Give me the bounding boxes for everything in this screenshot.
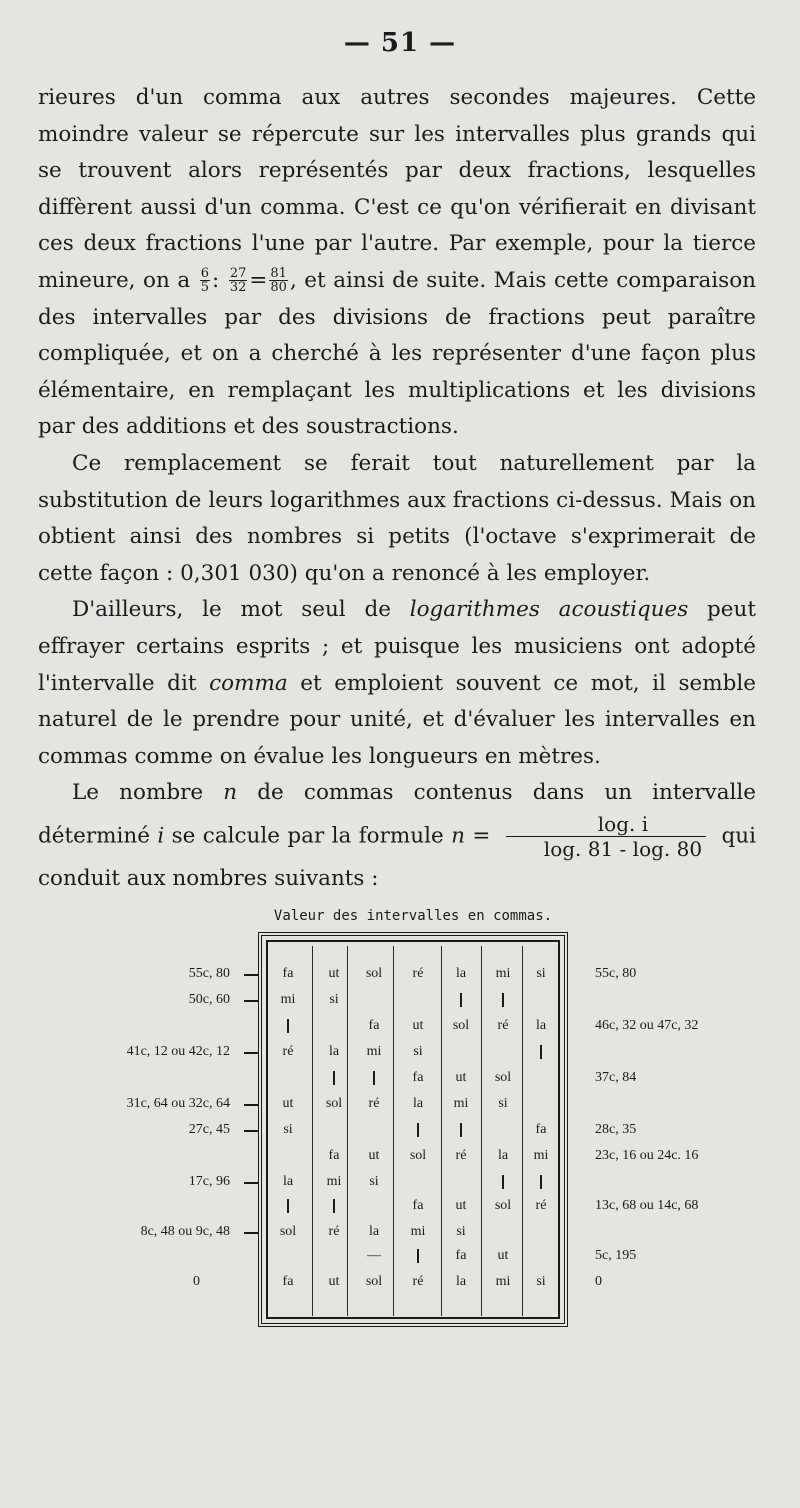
right-value-label-6: 13c, 68 ou 14c, 68 xyxy=(595,1198,699,1213)
paragraph-2: Ce remplacement se ferait tout naturellement par la substitution de leurs logarithmes aux fractions ci-dessus. Mais on obtient ainsi des nombres si petits (l'octave s'exprimerait de cette façon : 0,301 030) qu'on a renoncé à les employer. xyxy=(38,450,756,586)
p4-text-c: se calcule par la formule xyxy=(171,823,444,849)
table-caption: Valeur des intervalles en commas. xyxy=(273,908,553,924)
term-logarithmes-acoustiques: logarithmes acoustiques xyxy=(409,597,689,623)
note-cell-r3-c2: mi xyxy=(366,1044,382,1059)
note-cell-r6-c0: si xyxy=(283,1122,293,1137)
fraction-27-32: $\frac{27}{32}$ xyxy=(229,266,247,296)
note-cell-r0-c2: sol xyxy=(365,966,383,981)
note-cell-r9-c5: sol xyxy=(494,1198,512,1213)
note-cell-r10-c1: ré xyxy=(328,1224,340,1239)
note-cell-r8-c2: si xyxy=(369,1174,379,1189)
note-cell-r2-c2: fa xyxy=(368,1018,380,1033)
note-cell-r0-c6: si xyxy=(536,966,546,981)
continuation-tick-3 xyxy=(287,1019,289,1033)
note-cell-r4-c5: sol xyxy=(494,1070,512,1085)
right-value-label-7: 5c, 195 xyxy=(595,1248,637,1263)
note-cell-r12-c0: fa xyxy=(282,1274,294,1289)
continuation-tick-5 xyxy=(333,1071,335,1085)
note-cell-r8-c1: mi xyxy=(326,1174,342,1189)
left-value-label-1: 55c, 80 xyxy=(188,966,230,981)
left-value-label-3: 41c, 12 ou 42c, 12 xyxy=(126,1044,230,1059)
note-cell-r1-c1: si xyxy=(329,992,339,1007)
continuation-tick-2 xyxy=(502,993,504,1007)
note-cell-r7-c6: mi xyxy=(533,1148,549,1163)
note-cell-r1-c0: mi xyxy=(280,992,296,1007)
left-dash-5 xyxy=(244,1130,258,1132)
variable-n-formula: n xyxy=(451,823,465,849)
left-value-label-4: 31c, 64 ou 32c, 64 xyxy=(126,1096,230,1111)
p3-text-c: et emploient souvent ce mot, il semble naturel de le prendre pour unité, et d'évaluer les intervalles en commas comme on évalue les longueurs en mètres. xyxy=(38,670,756,769)
continuation-tick-9 xyxy=(502,1175,504,1189)
left-dash-3 xyxy=(244,1052,258,1054)
note-cell-r3-c0: ré xyxy=(282,1044,294,1059)
dash-mark: — xyxy=(367,1248,381,1263)
fraction-81-80: $\frac{81}{80}$ xyxy=(270,266,287,296)
left-value-label-5: 27c, 45 xyxy=(188,1122,230,1137)
variable-n: n xyxy=(223,780,238,806)
body-text xyxy=(38,80,756,897)
variable-i: i xyxy=(157,823,165,849)
continuation-tick-6 xyxy=(373,1071,375,1085)
continuation-tick-13 xyxy=(417,1249,419,1263)
p4-text-a: Le nombre xyxy=(72,780,204,806)
note-cell-r7-c5: la xyxy=(497,1148,509,1163)
note-cell-r2-c4: sol xyxy=(452,1018,470,1033)
note-cell-r11-c4: fa xyxy=(455,1248,467,1263)
p4-text-b: de commas contenus dans un intervalle déterminé xyxy=(38,780,756,849)
note-cell-r0-c1: ut xyxy=(328,966,340,981)
left-dash-6 xyxy=(244,1182,258,1184)
note-cell-r12-c6: si xyxy=(536,1274,546,1289)
formula-fraction: $\frac{\log. i}{\log. 81 - \log. 80}$ xyxy=(506,812,706,861)
paragraph-1 xyxy=(38,80,756,446)
p1-text-a: rieures d'un comma aux autres secondes majeures. Cette moindre valeur se répercute sur les intervalles plus grands qui se trouvent alors représentés par deux fractions, lesquelles diffèrent aussi d'un comma. C'est ce qu'on vérifierait en divisant ces deux fractions l'une par l'autre. Par exemple, pour la tierce mineure, on a xyxy=(38,85,756,293)
page-number: — 51 — xyxy=(343,28,457,58)
note-cell-r7-c2: ut xyxy=(368,1148,380,1163)
right-value-label-4: 28c, 35 xyxy=(595,1122,637,1137)
note-cell-r5-c1: sol xyxy=(325,1096,343,1111)
note-cell-r5-c3: la xyxy=(412,1096,424,1111)
note-cell-r2-c3: ut xyxy=(412,1018,424,1033)
note-cell-r4-c4: ut xyxy=(455,1070,467,1085)
note-cell-r9-c3: fa xyxy=(412,1198,424,1213)
note-cell-r12-c4: la xyxy=(455,1274,467,1289)
note-cell-r0-c4: la xyxy=(455,966,467,981)
right-value-label-8: 0 xyxy=(595,1274,602,1289)
formula-equals: = xyxy=(472,823,491,849)
note-cell-r2-c6: la xyxy=(535,1018,547,1033)
left-dash-4 xyxy=(244,1104,258,1106)
note-cell-r10-c3: mi xyxy=(410,1224,426,1239)
continuation-tick-12 xyxy=(333,1199,335,1213)
right-value-label-3: 37c, 84 xyxy=(595,1070,637,1085)
note-cell-r5-c5: si xyxy=(498,1096,508,1111)
note-cell-r10-c0: sol xyxy=(279,1224,297,1239)
note-cell-r12-c5: mi xyxy=(495,1274,511,1289)
note-cell-r5-c4: mi xyxy=(453,1096,469,1111)
note-cell-r7-c3: sol xyxy=(409,1148,427,1163)
p4-text-d: qui conduit aux nombres suivants : xyxy=(38,823,756,891)
paragraph-3 xyxy=(38,592,756,775)
note-cell-r11-c5: ut xyxy=(497,1248,509,1263)
note-cell-r4-c3: fa xyxy=(412,1070,424,1085)
note-cell-r0-c3: ré xyxy=(412,966,424,981)
left-value-label-7: 8c, 48 ou 9c, 48 xyxy=(140,1224,230,1239)
term-comma: comma xyxy=(209,670,288,696)
note-cell-r3-c3: si xyxy=(413,1044,423,1059)
p3-text-b: peut effrayer certains esprits ; et puisque les musiciens ont adopté l'intervalle dit xyxy=(38,597,757,696)
right-value-label-1: 55c, 80 xyxy=(595,966,637,981)
note-cell-r12-c3: ré xyxy=(412,1274,424,1289)
right-value-label-2: 46c, 32 ou 47c, 32 xyxy=(595,1018,699,1033)
colon-sign: : xyxy=(212,267,220,293)
note-cell-r5-c2: ré xyxy=(368,1096,380,1111)
note-cell-r6-c6: fa xyxy=(535,1122,547,1137)
right-value-label-5: 23c, 16 ou 24c. 16 xyxy=(595,1148,699,1163)
left-value-label-8: 0 xyxy=(193,1274,200,1289)
continuation-tick-7 xyxy=(417,1123,419,1137)
note-cell-r0-c5: mi xyxy=(495,966,511,981)
fraction-6-5: $\frac{6}{5}$ xyxy=(200,266,210,296)
note-cell-r0-c0: fa xyxy=(282,966,294,981)
continuation-tick-1 xyxy=(460,993,462,1007)
note-cell-r12-c1: ut xyxy=(328,1274,340,1289)
note-cell-r7-c1: fa xyxy=(328,1148,340,1163)
continuation-tick-4 xyxy=(540,1045,542,1059)
left-dash-1 xyxy=(244,974,258,976)
note-cell-r12-c2: sol xyxy=(365,1274,383,1289)
continuation-tick-11 xyxy=(287,1199,289,1213)
note-cell-r8-c0: la xyxy=(282,1174,294,1189)
note-cell-r7-c4: ré xyxy=(455,1148,467,1163)
p3-text-a: D'ailleurs, le mot seul de xyxy=(72,597,391,623)
left-value-label-2: 50c, 60 xyxy=(188,992,230,1007)
note-cell-r10-c4: si xyxy=(456,1224,466,1239)
continuation-tick-10 xyxy=(540,1175,542,1189)
note-cell-r9-c4: ut xyxy=(455,1198,467,1213)
paragraph-4 xyxy=(38,775,756,897)
equals-sign: = xyxy=(249,267,268,293)
left-value-label-6: 17c, 96 xyxy=(188,1174,230,1189)
continuation-tick-8 xyxy=(460,1123,462,1137)
note-cell-r9-c6: ré xyxy=(535,1198,547,1213)
note-cell-r3-c1: la xyxy=(328,1044,340,1059)
left-dash-7 xyxy=(244,1232,258,1234)
left-dash-2 xyxy=(244,1000,258,1002)
note-cell-r5-c0: ut xyxy=(282,1096,294,1111)
p1-text-b: , et ainsi de suite. Mais cette comparaison des intervalles par des divisions de fractions peut paraître compliquée, et on a cherché à les représenter d'une façon plus élémentaire, en remplaçant les multiplications et les divisions par des additions et des soustractions. xyxy=(38,267,757,440)
note-cell-r10-c2: la xyxy=(368,1224,380,1239)
note-cell-r2-c5: ré xyxy=(497,1018,509,1033)
